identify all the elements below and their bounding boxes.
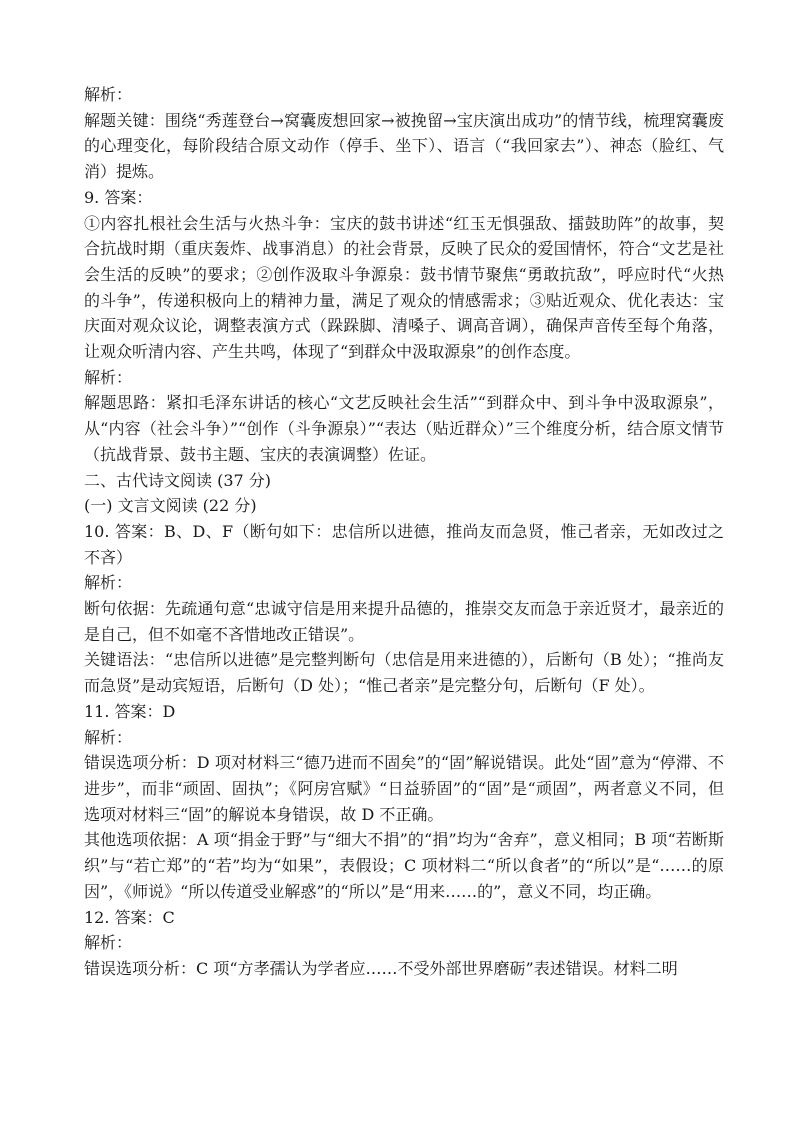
paragraph: 其他选项依据：A 项“捐金于野”与“细大不捐”的“捐”均为“舍弃”，意义相同；B 项“若断斯织”与“若亡郑”的“若”均为“如果”，表假设；C 项材料二“所以食者”的“所以”是“……的原因”，《师说》“所以传道受业解惑”的“所以”是“用来……的”，意义不同，均正确。 xyxy=(84,830,724,901)
answer-heading: 12. 答案：C xyxy=(84,907,175,927)
answer-heading: 11. 答案：D xyxy=(84,701,176,721)
paragraph: ①内容扎根社会生活与火热斗争：宝庆的鼓书讲述“红玉无惧强敌、擂鼓助阵”的故事，契合抗战时期（重庆轰炸、战事消息）的社会背景，反映了民众的爱国情怀，符合“文艺是社会生活的反映”的要求；②创作汲取斗争源泉：鼓书情节聚焦“勇敢抗敌”，呼应时代“火热的斗争”，传递积极向上的精神力量，满足了观众的情感需求；③贴近观众、优化表达：宝庆面对观众议论，调整表演方式（跺跺脚、清嗓子、调高音调），确保声音传至每个角落，让观众听清内容、产生共鸣，体现了“到群众中汲取源泉”的创作态度。 xyxy=(84,213,724,362)
analysis-heading: 解析： xyxy=(84,933,133,953)
analysis-heading: 解析： xyxy=(84,85,133,104)
paragraph: 10. 答案：B、D、F（断句如下：忠信所以进德，推尚友而急贤，惟己者亲，无如改过之不吝） xyxy=(84,521,724,567)
answer-heading: 9. 答案： xyxy=(84,187,153,207)
analysis-heading: 解析： xyxy=(84,727,133,747)
paragraph: 关键语法：“忠信所以进德”是完整判断句（忠信是用来进德的），后断句（B 处）；“推尚友而急贤”是动宾短语，后断句（D 处）；“惟己者亲”是完整分句，后断句（F 处）。 xyxy=(84,650,724,696)
paragraph: 断句依据：先疏通句意“忠诚守信是用来提升品德的，推崇交友而急于亲近贤才，最亲近的是自己，但不如毫不吝惜地改正错误”。 xyxy=(84,599,724,644)
paragraph: 解题思路：紧扣毛泽东讲话的核心“文艺反映社会生活”“到群众中、到斗争中汲取源泉”，从“内容（社会斗争）”“创作（斗争源泉）”“表达（贴近群众）”三个维度分析，结合原文情节（抗战背景、鼓书主题、宝庆的表演调整）佐证。 xyxy=(84,393,724,464)
analysis-heading: 解析： xyxy=(84,573,133,593)
document-body xyxy=(84,82,724,982)
paragraph: 错误选项分析：D 项对材料三“德乃进而不固矣”的“固”解说错误。此处“固”意为“停滞、不进步”，而非“顽固、固执”；《阿房宫赋》“日益骄固”的“固”是“顽固”，两者意义不同，但选项对材料三“固”的解说本身错误，故 D 不正确。 xyxy=(84,753,724,824)
section-heading: 二、古代诗文阅读 (37 分) xyxy=(84,470,272,490)
paragraph: 错误选项分析：C 项“方孝孺认为学者应……不受外部世界磨砺”表述错误。材料二明 xyxy=(84,958,678,978)
paragraph: 解题关键：围绕“秀莲登台→窝囊废想回家→被挽留→宝庆演出成功”的情节线，梳理窝囊废的心理变化，每阶段结合原文动作（停手、坐下）、语言（“我回家去”）、神态（脸红、气消）提炼。 xyxy=(84,110,724,182)
analysis-heading: 解析： xyxy=(84,367,133,387)
subsection-heading: (一) 文言文阅读 (22 分) xyxy=(84,496,257,516)
